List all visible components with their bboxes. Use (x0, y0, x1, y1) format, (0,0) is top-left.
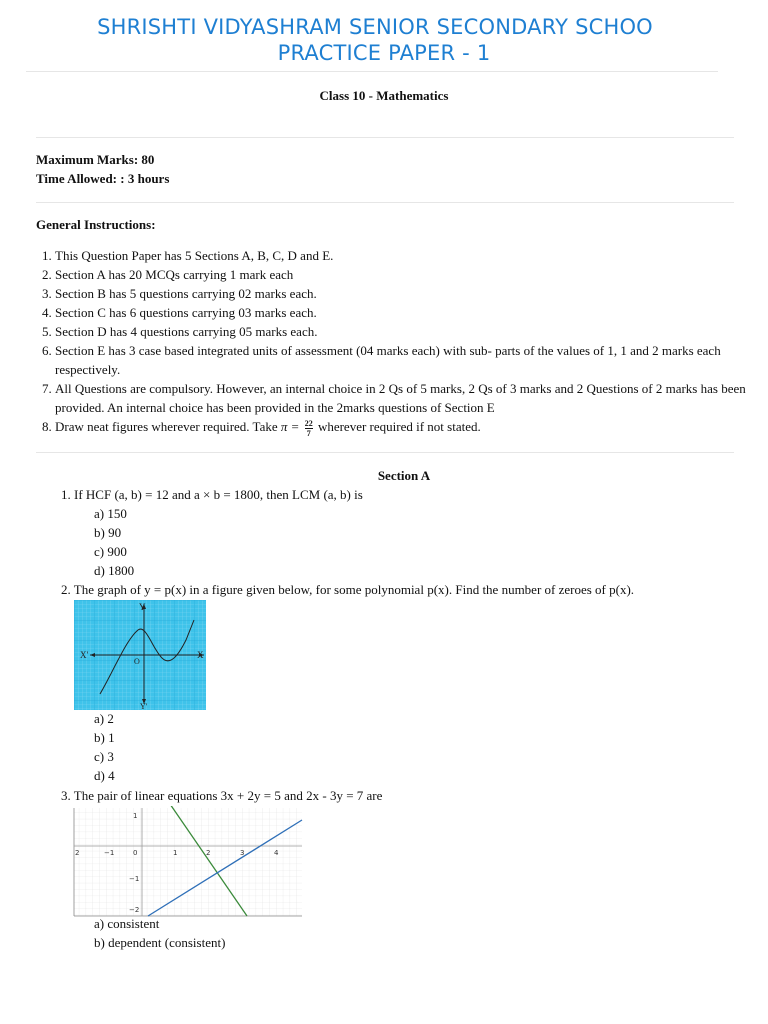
label-x-right: X (197, 650, 204, 660)
paper-title: PRACTICE PAPER - 1 (277, 41, 491, 65)
instruction-text: wherever required if not stated. (317, 419, 481, 434)
question-3: 3. The pair of linear equations 3x + 2y = 5 and 2x - 3y = 7 are (61, 788, 383, 803)
q1-option-d: d) 1800 (94, 563, 135, 578)
instructions-list (36, 246, 755, 438)
instruction-item: 3. Section B has 5 questions carrying 02 marks each. (55, 284, 755, 303)
tick-y-minus-1: −1 (129, 875, 140, 883)
divider (36, 137, 734, 138)
tick-x-4: 4 (274, 849, 279, 857)
instruction-item: 7. All Questions are compulsory. However, an internal choice in 2 Qs of 5 marks, 2 Qs of 3 marks and 2 Questions of 2 marks has been provided. An internal choice has been provided in the 2marks questions of Section E (55, 379, 755, 417)
divider (36, 202, 734, 203)
q1-option-a: a) 150 (94, 506, 127, 521)
tick-x-0: 0 (133, 849, 138, 857)
linear-equations-graph (72, 806, 304, 918)
label-y: Y (139, 602, 146, 612)
question-1: 1. If HCF (a, b) = 12 and a × b = 1800, then LCM (a, b) is (61, 487, 363, 502)
instruction-item: 4. Section C has 6 questions carrying 03 marks each. (55, 303, 755, 322)
max-marks: Maximum Marks: 80 (36, 152, 155, 167)
class-subject: Class 10 - Mathematics (319, 88, 449, 103)
instruction-item: 2. Section A has 20 MCQs carrying 1 mark each (55, 265, 755, 284)
section-a-heading: Section A (377, 468, 431, 483)
fraction-22-7 (305, 419, 313, 438)
instruction-text: Draw neat figures wherever required. Take (55, 419, 278, 434)
q1-option-b: b) 90 (94, 525, 122, 540)
tick-x-3: 3 (240, 849, 245, 857)
school-name: SHRISHTI VIDYASHRAM SENIOR SECONDARY SCHOO (97, 15, 653, 39)
instruction-item: 5. Section D has 4 questions carrying 05 marks each. (55, 322, 755, 341)
fraction-denominator: 7 (306, 428, 311, 438)
pi-symbol: π = (280, 419, 300, 434)
instructions-heading: General Instructions: (36, 217, 156, 232)
tick-y-1: 1 (133, 812, 138, 820)
q3-option-a: a) consistent (94, 916, 160, 931)
divider (36, 452, 734, 453)
q2-option-d: d) 4 (94, 768, 115, 783)
tick-x-minus-2: 2 (75, 849, 80, 857)
label-origin: O (134, 657, 140, 666)
divider (26, 71, 718, 72)
instruction-item: 1. This Question Paper has 5 Sections A, B, C, D and E. (55, 246, 755, 265)
tick-x-minus-1: −1 (104, 849, 115, 857)
tick-x-2: 2 (206, 849, 211, 857)
q1-option-c: c) 900 (94, 544, 127, 559)
label-x-left: X' (80, 650, 89, 660)
q2-option-a: a) 2 (94, 711, 114, 726)
question-2: 2. The graph of y = p(x) in a figure given below, for some polynomial p(x). Find the number of zeroes of p(x). (61, 582, 635, 597)
instruction-item (55, 417, 755, 438)
graph-grid (74, 808, 302, 916)
polynomial-graph (74, 600, 206, 710)
tick-y-minus-2: −2 (129, 906, 140, 914)
fraction-numerator: 22 (304, 418, 313, 428)
q2-option-b: b) 1 (94, 730, 115, 745)
time-allowed: Time Allowed: : 3 hours (36, 171, 170, 186)
instruction-item: 6. Section E has 3 case based integrated units of assessment (04 marks each) with sub- parts of the values of 1, 1 and 2 marks each respectively. (55, 341, 755, 379)
q2-option-c: c) 3 (94, 749, 114, 764)
q3-option-b: b) dependent (consistent) (94, 935, 226, 950)
tick-x-1: 1 (173, 849, 178, 857)
label-y-bottom: Y' (140, 702, 148, 710)
